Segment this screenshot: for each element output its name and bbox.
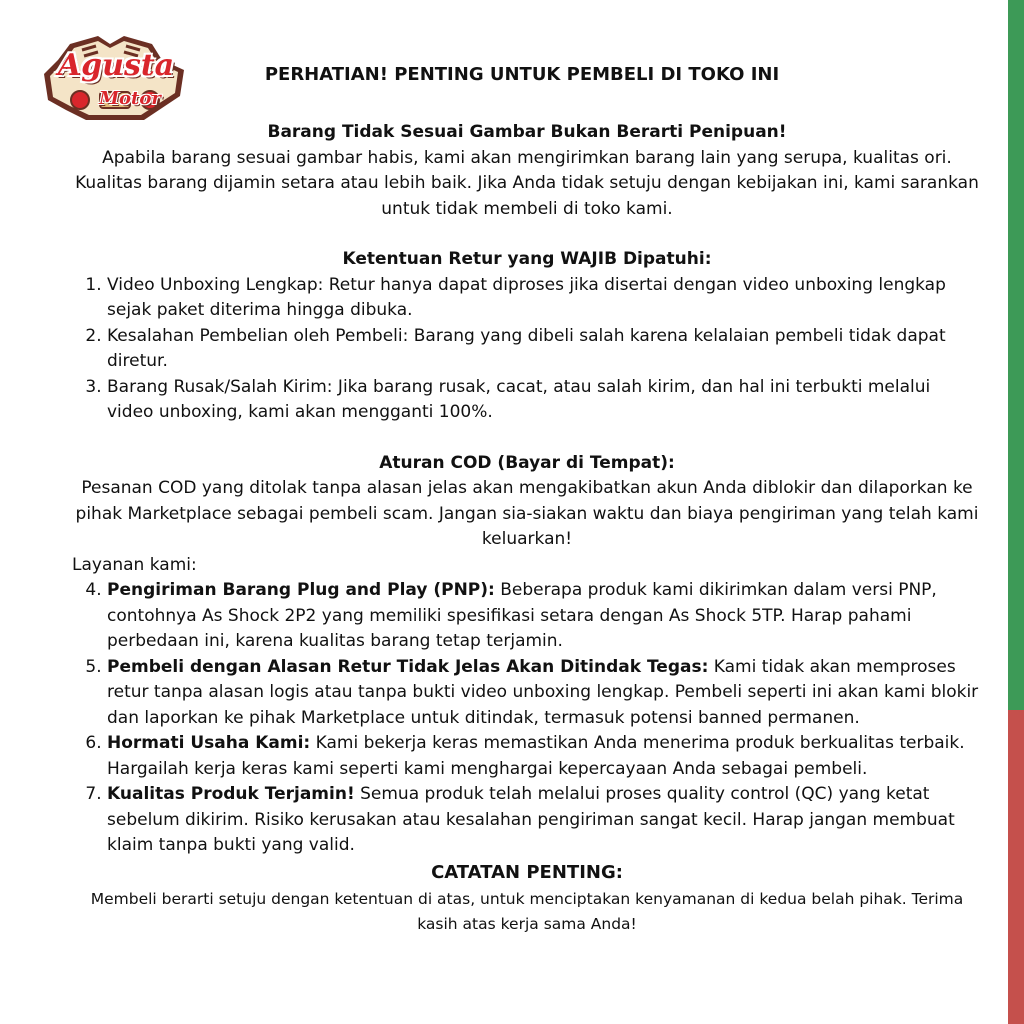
list-item-text: Beberapa produk kami dikirimkan dalam versi PNP, contohnya As Shock 2P2 yang memiliki spesifikasi setara dengan As Shock 5TP. Harap pahami perbedaan ini, karena kualitas barang tetap terjamin. <box>107 580 937 651</box>
list-item-text: Kami bekerja keras memastikan Anda menerima produk berkualitas terbaik. Hargailah kerja keras kami seperti kami menghargai kepercayaan Anda sebagai pembeli. <box>107 733 965 779</box>
list-item-title: Pembeli dengan Alasan Retur Tidak Jelas Akan Ditindak Tegas: <box>107 656 709 677</box>
page-title: PERHATIAN! PENTING UNTUK PEMBELI DI TOKO INI <box>264 64 780 85</box>
section-body-cod: Pesanan COD yang ditolak tanpa alasan jelas akan mengakibatkan akun Anda diblokir dan dilaporkan ke pihak Marketplace sebagai pembeli scam. Jangan sia-siakan waktu dan biaya pengiriman yang telah kami keluarkan! <box>75 478 979 549</box>
store-logo <box>40 30 190 126</box>
services-label: Layanan kami: <box>72 554 197 575</box>
list-item <box>107 655 982 732</box>
note-body: Membeli berarti setuju dengan ketentuan di atas, untuk menciptakan kenyamanan di kedua belah pihak. Terima kasih atas kerja sama Anda! <box>90 889 964 933</box>
list-item <box>107 578 982 655</box>
list-item: 3. Barang Rusak/Salah Kirim: Jika barang rusak, cacat, atau salah kirim, dan hal ini terbukti melalui video unboxing, kami akan mengganti 100%. <box>107 375 982 426</box>
list-item: 1. Video Unboxing Lengkap: Retur hanya dapat diproses jika disertai dengan video unboxing lengkap sejak paket diterima hingga dibuka. <box>107 273 982 324</box>
section-body-mismatch: Apabila barang sesuai gambar habis, kami akan mengirimkan barang lain yang serupa, kualitas ori. Kualitas barang dijamin setara atau lebih baik. Jika Anda tidak setuju dengan kebijakan ini, kami sarankan untuk tidak membeli di toko kami. <box>75 147 979 219</box>
services-list <box>72 578 982 859</box>
accent-stripe-red <box>1008 710 1024 1024</box>
logo-text-agusta: Agusta <box>57 48 175 83</box>
note-heading: CATATAN PENTING: <box>431 861 623 883</box>
list-item <box>107 782 982 859</box>
section-heading-mismatch: Barang Tidak Sesuai Gambar Bukan Berarti Penipuan! <box>267 122 787 142</box>
list-item-title: Hormati Usaha Kami: <box>107 733 311 753</box>
list-item-text: Semua produk telah melalui proses quality control (QC) yang ketat sebelum dikirim. Risiko kerusakan atau kesalahan pengiriman sangat kecil. Harap jangan membuat klaim tanpa bukti yang valid. <box>107 784 955 855</box>
list-item <box>107 731 982 782</box>
accent-stripe-green <box>1008 0 1024 710</box>
notice-content <box>72 120 982 937</box>
logo-text-motor: Motor <box>99 88 161 109</box>
list-item-title: Kualitas Produk Terjamin! <box>107 784 355 804</box>
list-item-text: Kami tidak akan memproses retur tanpa alasan logis atau tanpa bukti video unboxing lengkap. Pembeli seperti ini akan kami blokir dan laporkan ke pihak Marketplace untuk ditindak, termasuk potensi banned permanen. <box>107 656 979 728</box>
section-heading-returns: Ketentuan Retur yang WAJIB Dipatuhi: <box>342 249 712 269</box>
list-item-title: Pengiriman Barang Plug and Play (PNP): <box>107 580 495 600</box>
list-item: 2. Kesalahan Pembelian oleh Pembeli: Barang yang dibeli salah karena kelalaian pembeli tidak dapat diretur. <box>107 324 982 375</box>
section-heading-cod: Aturan COD (Bayar di Tempat): <box>379 452 675 473</box>
return-rules-list <box>72 273 982 426</box>
